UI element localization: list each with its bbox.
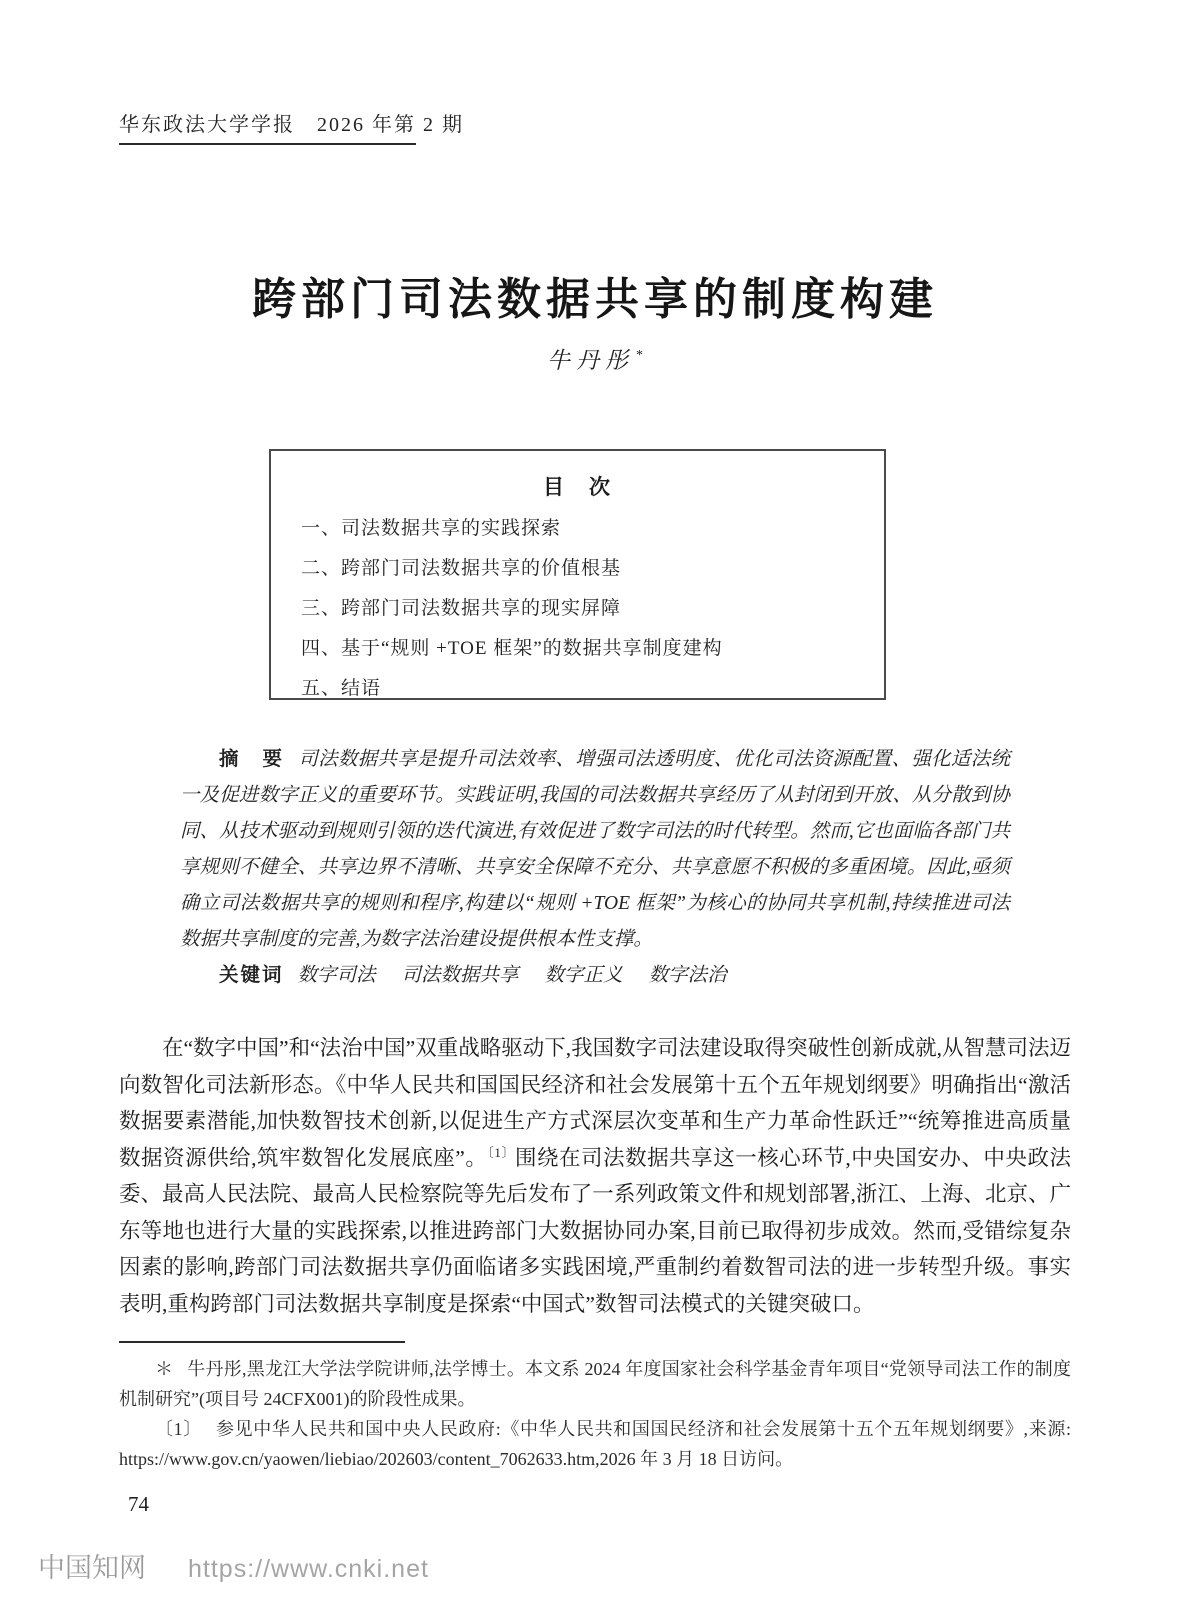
keyword-4: 数字法治 [648,965,727,986]
toc-item-3: 三、跨部门司法数据共享的现实屏障 [301,598,622,619]
footnote-1-marker: 〔1〕 [155,1419,202,1439]
keyword-1: 数字司法 [297,965,376,986]
abstract-paragraph [180,742,1010,958]
footnote-divider [119,1341,405,1343]
toc-item-1: 一、司法数据共享的实践探索 [301,518,562,539]
article-author [0,342,1190,375]
page-number: 74 [128,1492,149,1516]
footnote-1 [119,1414,1071,1474]
abstract-label: 摘 要 [219,749,285,770]
abstract-text: 司法数据共享是提升司法效率、增强司法透明度、优化司法资源配置、强化适法统一及促进数字正义的重要环节。实践证明,我国的司法数据共享经历了从封闭到开放、从分散到协同、从技术驱动到规则引领的迭代演进,有效促进了数字司法的时代转型。然而,它也面临各部门共享规则不健全、共享边界不清晰、共享安全保障不充分、共享意愿不积极的多重困境。因此,亟须确立司法数据共享的规则和程序,构建以“规则 +TOE 框架”为核心的协同共享机制,持续推进司法数据共享制度的完善,为数字法治建设提供根本性支撑。 [180,749,1010,950]
author-footnote-mark: * [636,348,643,364]
toc-item-5: 五、结语 [301,678,382,699]
header-rule [119,143,416,145]
keywords-line [180,958,1010,994]
author-name: 牛丹彤 [547,348,634,373]
toc-item-4: 四、基于“规则 +TOE 框架”的数据共享制度建构 [301,638,723,659]
footnote-author [119,1354,1071,1414]
footnote-author-text: 牛丹彤,黑龙江大学法学院讲师,法学博士。本文系 2024 年度国家社会科学基金青年项目“党领导司法工作的制度机制研究”(项目号 24CFX001)的阶段性成果。 [119,1359,1072,1409]
footnote-reference-1: 〔1〕 [487,1144,515,1160]
abstract-block [180,742,1010,994]
body-text [119,1030,1071,1322]
toc-heading: 目 次 [543,475,612,499]
toc-box [269,449,886,700]
keyword-3: 数字正义 [544,965,623,986]
body-paragraph [119,1030,1071,1322]
cnki-watermark-url: https://www.cnki.net [188,1555,429,1583]
body-segment-1: 在“数字中国”和“法治中国”双重战略驱动下,我国数字司法建设取得突破性创新成就,从智慧司法迈向数智化司法新形态。《中华人民共和国国民经济和社会发展第十五个五年规划纲要》明确指出“激活数据要素潜能,加快数智技术创新,以促进生产方式深层次变革和生产力革命性跃迁”“统筹推进高质量数据资源供给,筑牢数智化发展底座”。 [119,1036,1071,1170]
keywords-label: 关键词 [219,965,284,986]
journal-header: 华东政法大学学报 2026 年第 2 期 [119,114,464,136]
footnote-1-text: 参见中华人民共和国中央人民政府:《中华人民共和国国民经济和社会发展第十五个五年规划纲要》,来源: https://www.gov.cn/yaowen/liebiao/202603/content_7062633.htm,2026 年 3 月 18 日访问。 [119,1419,1072,1469]
cnki-watermark-site: 中国知网 [38,1553,146,1583]
body-segment-2: 围绕在司法数据共享这一核心环节,中央国安办、中央政法委、最高人民法院、最高人民检察院等先后发布了一系列政策文件和规划部署,浙江、上海、北京、广东等地也进行大量的实践探索,以推进跨部门大数据协同办案,目前已取得初步成效。然而,受错综复杂因素的影响,跨部门司法数据共享仍面临诸多实践困境,严重制约着数智司法的进一步转型升级。事实表明,重构跨部门司法数据共享制度是探索“中国式”数智司法模式的关键突破口。 [119,1145,1071,1316]
keyword-2: 司法数据共享 [401,965,519,986]
cnki-watermark [38,1546,429,1585]
footnote-author-marker: ＊ [155,1359,174,1379]
footnotes-block [119,1354,1071,1474]
toc-item-2: 二、跨部门司法数据共享的价值根基 [301,558,622,579]
article-title: 跨部门司法数据共享的制度构建 [252,275,938,325]
